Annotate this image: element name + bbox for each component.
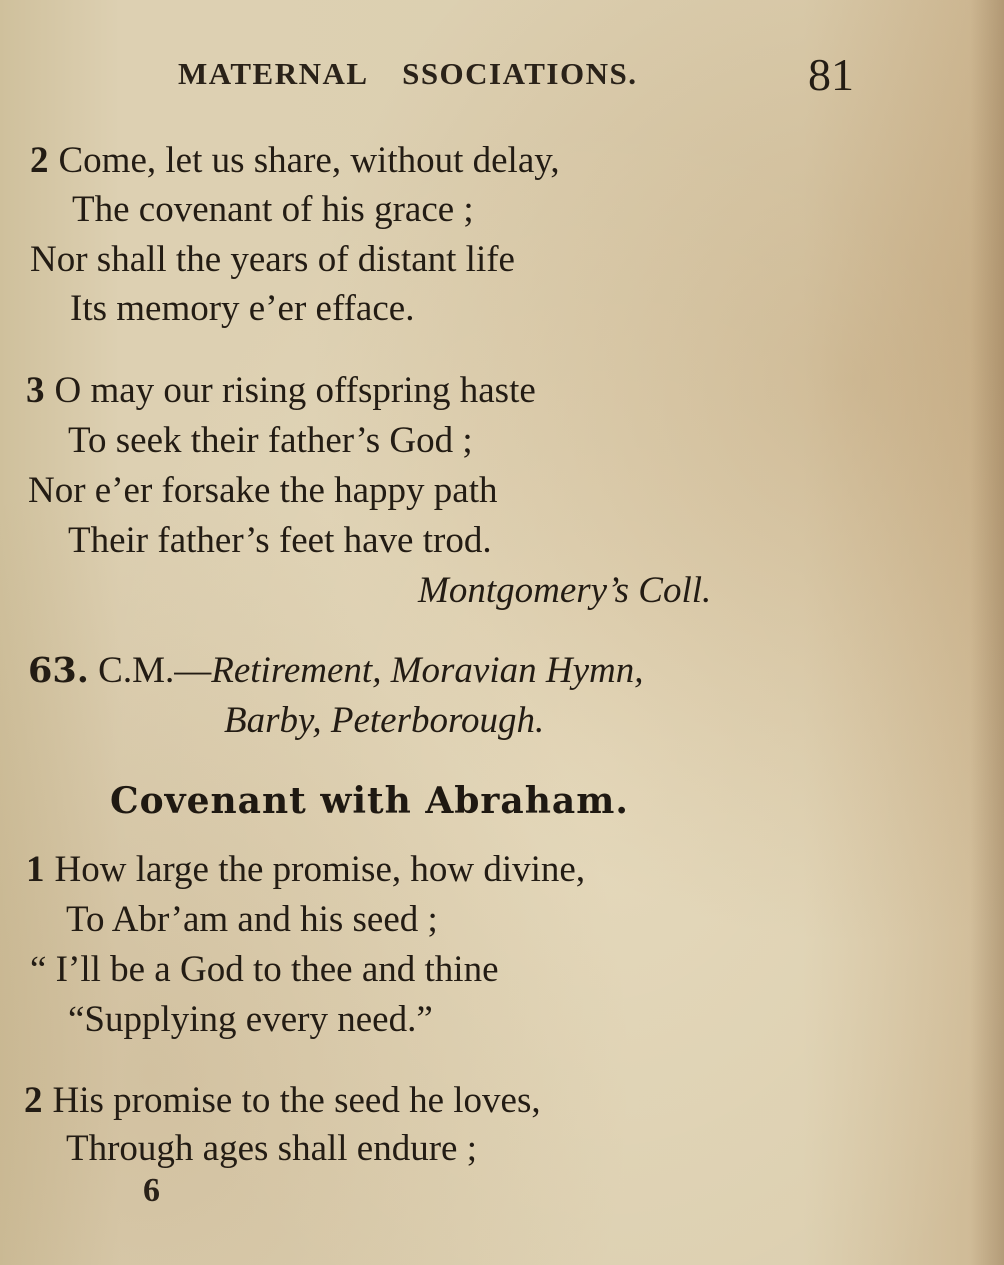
running-title: MATERNAL SSOCIATIONS. [178, 56, 638, 91]
page-header [0, 48, 1004, 98]
attribution: Montgomery’s Coll. [418, 570, 712, 611]
hymn-63-stanza-1-line-3: “ I’ll be a God to thee and thine [30, 949, 499, 990]
hymn-header-line-1 [28, 652, 643, 689]
signature-mark: 6 [143, 1172, 160, 1209]
hymn-header-line-2: Barby, Peterborough. [224, 700, 545, 741]
hymn-tunes: Retirement, Moravian Hymn, [211, 650, 644, 691]
hymn-63-stanza-1-line-4: “Supplying every need.” [68, 999, 433, 1040]
hymn-title: Covenant with Abraham. [110, 780, 629, 822]
hymn-63-stanza-1-line-2: To Abr’am and his seed ; [66, 899, 438, 940]
stanza-2-line-1: 2 Come, let us share, without delay, [30, 140, 560, 181]
page-number: 81 [808, 49, 854, 100]
verse-number: 2 [30, 140, 49, 181]
hymn-63-stanza-1-line-1: 1 How large the promise, how divine, [26, 849, 586, 890]
page-edge-shadow [970, 0, 1004, 1265]
stanza-2-line-3: Nor shall the years of distant life [30, 239, 515, 280]
stanza-3-line-1: 3 O may our rising offspring haste [26, 370, 536, 411]
hymn-number: 63. [28, 650, 89, 691]
verse-number: 2 [24, 1080, 43, 1121]
stanza-3-line-3: Nor e’er forsake the happy path [28, 470, 498, 511]
stanza-2-line-2: The covenant of his grace ; [72, 189, 474, 230]
stanza-2-line-4: Its memory e’er efface. [70, 288, 415, 329]
hymn-meter: C.M.— [98, 650, 212, 691]
hymn-63-stanza-2-line-1: 2 His promise to the seed he loves, [24, 1080, 541, 1121]
verse-number: 3 [26, 370, 45, 411]
hymn-63-stanza-2-line-2: Through ages shall endure ; [66, 1128, 477, 1169]
verse-number: 1 [26, 849, 45, 890]
stanza-3-line-2: To seek their father’s God ; [68, 420, 473, 461]
stanza-3-line-4: Their father’s feet have trod. [68, 520, 492, 561]
